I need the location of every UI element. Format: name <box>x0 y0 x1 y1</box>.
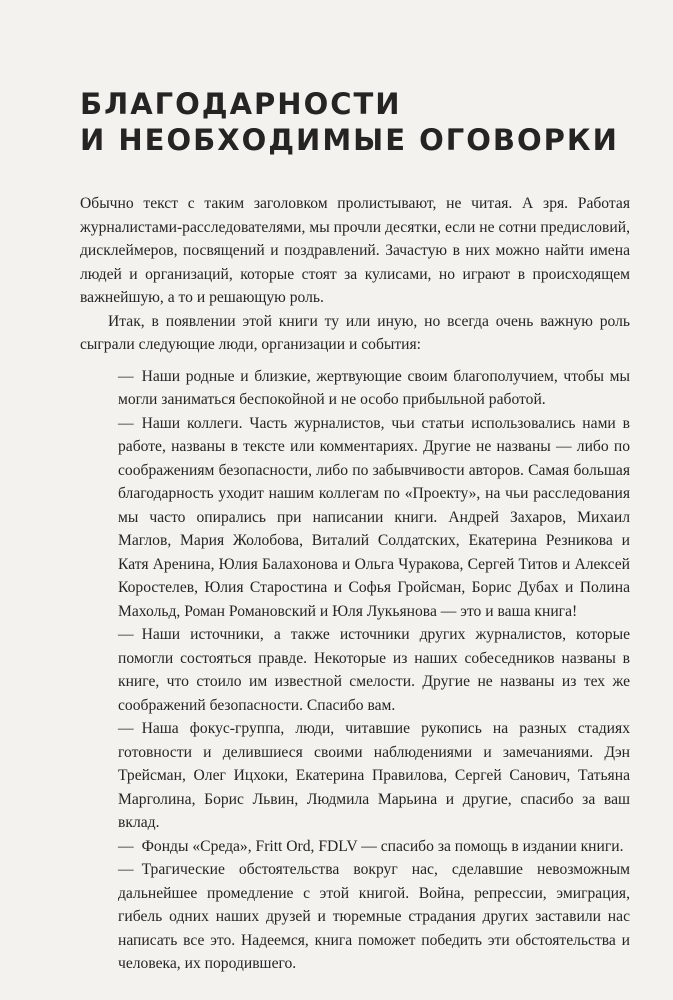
dash-marker: — <box>118 861 134 878</box>
dash-marker: — <box>118 720 134 737</box>
list-item-text: Наша фокус-группа, люди, читавшие рукопись на разных стадиях готовности и делившиеся своими наблюдениями и замечаниями. Дэн Трейсман, Олег Ицхоки, Екатерина Правилова, Сергей Санович, Татьяна Марголина, Борис Львин, Людмила Марьина и другие, спасибо за ваш вклад. <box>118 720 630 831</box>
list-item <box>118 858 630 976</box>
intro-paragraph: Обычно текст с таким заголовком пролистывают, не читая. А зря. Работая журналистами-расследователями, мы прочли десятки, если не сотни предисловий, дисклеймеров, посвящений и поздравлений. Зачастую в них можно найти имена людей и организаций, которые стоят за кулисами, но играют в происходящем важнейшую, а то и решающую роль. <box>80 195 630 306</box>
acknowledgement-list <box>118 365 630 976</box>
list-item-text: Наши коллеги. Часть журналистов, чьи статьи использовались нами в работе, названы в тексте или комментариях. Другие не названы — либо по соображениям безопасности, либо по забывчивости авторов. Самая большая благодарность уходит нашим коллегам по «Проекту», на чьи расследования мы часто опирались при написании книги. Андрей Захаров, Михаил Маглов, Мария Жолобова, Виталий Солдатских, Екатерина Резникова и Катя Аренина, Юлия Балахонова и Ольга Чуракова, Сергей Титов и Алексей Коростелев, Юлия Старостина и Софья Гройсман, Борис Дубах и Полина Махольд, Роман Романовский и Юля Лукьянова — это и ваша книга! <box>118 414 630 620</box>
list-item <box>118 835 630 859</box>
list-item <box>118 365 630 412</box>
title-line-2: И НЕОБХОДИМЫЕ ОГОВОРКИ <box>80 123 619 157</box>
dash-marker: — <box>118 837 134 855</box>
lead-paragraph: Итак, в появлении этой книги ту или иную, но всегда очень важную роль сыграли следующие люди, организации и события: <box>80 312 630 353</box>
dash-marker: — <box>118 414 134 432</box>
list-item <box>118 412 630 624</box>
list-item <box>118 623 630 717</box>
dash-marker: — <box>118 367 134 385</box>
list-item-text: Наши родные и близкие, жертвующие своим благополучием, чтобы мы могли заниматься беспокойной и не особо прибыльной работой. <box>118 367 630 408</box>
list-item-text: Фонды «Среда», Fritt Ord, FDLV — спасибо за помощь в издании книги. <box>141 837 624 855</box>
list-item-text: Трагические обстоятельства вокруг нас, сделавшие невозможным дальнейшее промедление с этой книгой. Война, репрессии, эмиграция, гибель одних наших друзей и тюремные страдания других заставили нас написать все это. Надеемся, книга поможет победить эти обстоятельства и человека, их породившего. <box>118 861 630 972</box>
page-title <box>80 86 619 158</box>
list-item <box>118 717 630 835</box>
body-text <box>80 192 630 976</box>
dash-marker: — <box>118 626 134 643</box>
title-line-1: БЛАГОДАРНОСТИ <box>80 87 402 121</box>
list-item-text: Наши источники, а также источники других журналистов, которые помогли состояться правде. Некоторые из наших собеседников названы в книге, что стоило им известной смелости. Другие не названы из тех же соображений безопасности. Спасибо вам. <box>118 626 630 714</box>
